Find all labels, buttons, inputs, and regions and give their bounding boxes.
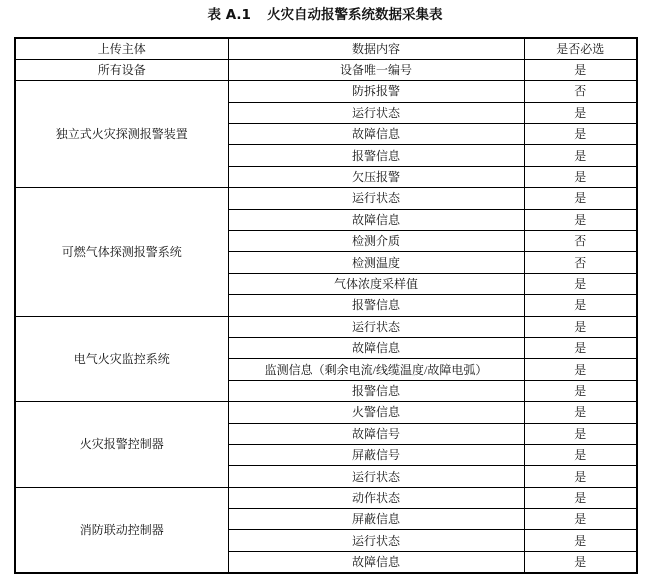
subject-cell: 电气火灾监控系统 [15,316,228,402]
content-cell: 运行状态 [228,530,524,551]
content-cell: 欠压报警 [228,166,524,187]
required-cell: 是 [524,402,637,423]
required-cell: 是 [524,145,637,166]
content-cell: 故障信息 [228,551,524,572]
required-cell: 是 [524,124,637,145]
subject-cell: 消防联动控制器 [15,487,228,573]
content-cell: 屏蔽信号 [228,444,524,465]
content-cell: 监测信息（剩余电流/线缆温度/故障电弧） [228,359,524,380]
required-cell: 是 [524,273,637,294]
required-cell: 否 [524,252,637,273]
header-required: 是否必选 [524,38,637,59]
table-row [15,81,637,102]
header-content: 数据内容 [228,38,524,59]
content-cell: 运行状态 [228,188,524,209]
required-cell: 否 [524,231,637,252]
required-cell: 是 [524,337,637,358]
content-cell: 报警信息 [228,380,524,401]
content-cell: 防拆报警 [228,81,524,102]
content-cell: 检测温度 [228,252,524,273]
required-cell: 是 [524,444,637,465]
header-row [15,38,637,59]
content-cell: 动作状态 [228,487,524,508]
required-cell: 是 [524,59,637,80]
subject-cell: 火灾报警控制器 [15,402,228,488]
content-cell: 报警信息 [228,145,524,166]
content-cell: 屏蔽信息 [228,509,524,530]
table-caption [0,6,650,24]
required-cell: 是 [524,551,637,572]
content-cell: 故障信息 [228,124,524,145]
content-cell: 设备唯一编号 [228,59,524,80]
required-cell: 是 [524,466,637,487]
table-row [15,59,637,80]
table-row [15,188,637,209]
content-cell: 故障信息 [228,209,524,230]
table-row [15,316,637,337]
data-collection-table [14,37,638,574]
content-cell: 运行状态 [228,316,524,337]
required-cell: 是 [524,166,637,187]
subject-cell: 可燃气体探测报警系统 [15,188,228,316]
required-cell: 是 [524,423,637,444]
required-cell: 是 [524,530,637,551]
required-cell: 是 [524,102,637,123]
content-cell: 故障信号 [228,423,524,444]
required-cell: 是 [524,188,637,209]
table-number: 表 A.1 [207,7,251,23]
required-cell: 否 [524,81,637,102]
content-cell: 运行状态 [228,102,524,123]
content-cell: 火警信息 [228,402,524,423]
subject-cell: 所有设备 [15,59,228,80]
table-title: 火灾自动报警系统数据采集表 [266,7,443,23]
required-cell: 是 [524,380,637,401]
content-cell: 运行状态 [228,466,524,487]
table-row [15,487,637,508]
content-cell: 检测介质 [228,231,524,252]
header-subject: 上传主体 [15,38,228,59]
required-cell: 是 [524,487,637,508]
required-cell: 是 [524,359,637,380]
required-cell: 是 [524,209,637,230]
content-cell: 气体浓度采样值 [228,273,524,294]
required-cell: 是 [524,316,637,337]
content-cell: 故障信息 [228,337,524,358]
content-cell: 报警信息 [228,295,524,316]
table-row [15,402,637,423]
subject-cell: 独立式火灾探测报警装置 [15,81,228,188]
required-cell: 是 [524,295,637,316]
required-cell: 是 [524,509,637,530]
